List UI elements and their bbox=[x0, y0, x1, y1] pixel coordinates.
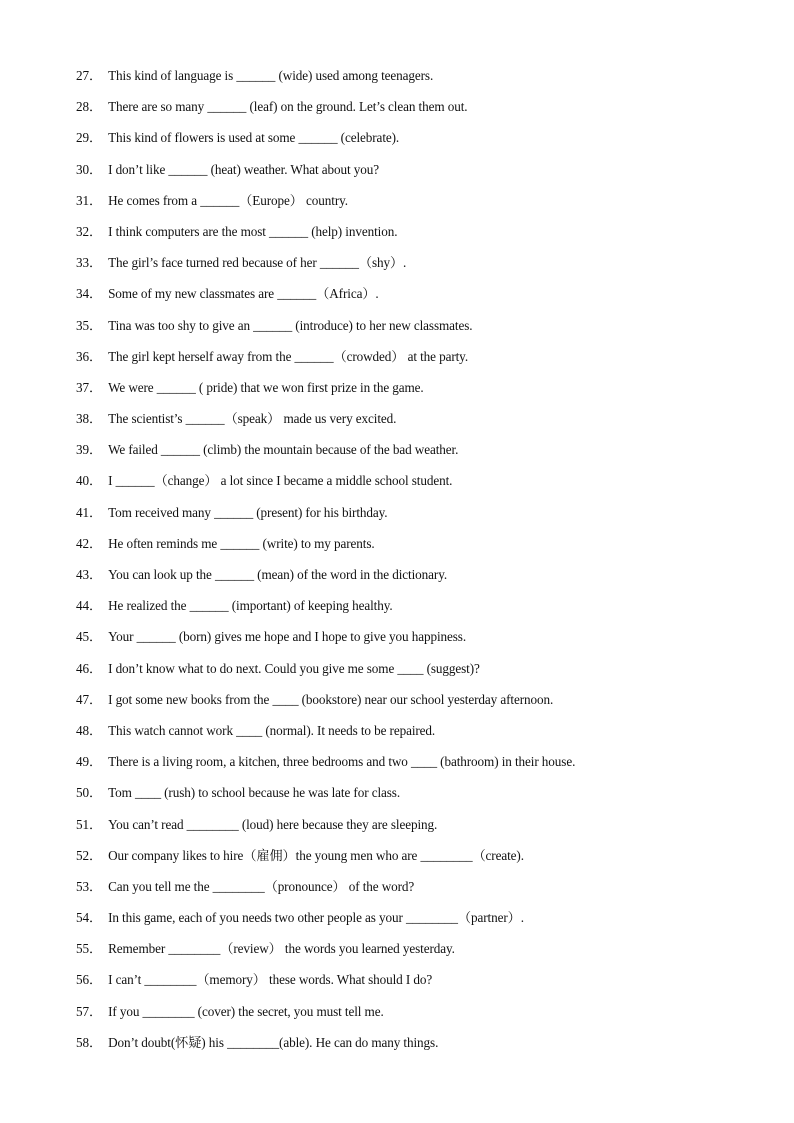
question-number: 46． bbox=[76, 660, 103, 676]
question-number: 28． bbox=[76, 99, 103, 115]
question-item bbox=[76, 565, 766, 596]
question-item bbox=[76, 970, 766, 1001]
question-number: 38． bbox=[76, 411, 103, 427]
question-item bbox=[76, 503, 766, 534]
question-item bbox=[76, 846, 766, 877]
question-number: 52． bbox=[76, 847, 103, 863]
question-item bbox=[76, 378, 766, 409]
question-number: 58． bbox=[76, 1034, 103, 1050]
question-text: This kind of flowers is used at some ______ (celebrate). bbox=[108, 130, 400, 146]
question-number: 39． bbox=[76, 442, 103, 458]
question-text: He often reminds me ______ (write) to my parents. bbox=[108, 535, 375, 551]
question-item bbox=[76, 1033, 766, 1064]
question-item bbox=[76, 97, 766, 128]
question-item bbox=[76, 690, 766, 721]
question-number: 55． bbox=[76, 941, 103, 957]
question-text: He realized the ______ (important) of keeping healthy. bbox=[108, 598, 393, 614]
question-item bbox=[76, 908, 766, 939]
question-number: 36． bbox=[76, 348, 103, 364]
question-text: He comes from a ______（Europe） country. bbox=[108, 192, 348, 208]
question-item bbox=[76, 440, 766, 471]
question-number: 40． bbox=[76, 473, 103, 489]
question-text: The girl kept herself away from the ______（crowded） at the party. bbox=[108, 348, 469, 364]
question-item bbox=[76, 284, 766, 315]
question-number: 34． bbox=[76, 286, 103, 302]
question-text: I ______（change） a lot since I became a middle school student. bbox=[108, 473, 453, 489]
question-text: The girl’s face turned red because of her ______（shy）. bbox=[108, 255, 407, 271]
question-item bbox=[76, 471, 766, 502]
question-number: 51． bbox=[76, 816, 103, 832]
question-text: Some of my new classmates are ______（Africa）. bbox=[108, 286, 379, 302]
question-number: 42． bbox=[76, 535, 103, 551]
question-item bbox=[76, 66, 766, 97]
question-text: I don’t know what to do next. Could you give me some ____ (suggest)? bbox=[108, 660, 480, 676]
question-item bbox=[76, 128, 766, 159]
question-text: If you ________ (cover) the secret, you must tell me. bbox=[108, 1003, 384, 1019]
question-number: 44． bbox=[76, 598, 103, 614]
question-item bbox=[76, 534, 766, 565]
question-text: Our company likes to hire（雇佣）the young men who are ________（create). bbox=[108, 847, 524, 863]
question-text: You can’t read ________ (loud) here because they are sleeping. bbox=[108, 816, 438, 832]
question-item bbox=[76, 316, 766, 347]
question-number: 53． bbox=[76, 878, 103, 894]
question-text: This kind of language is ______ (wide) used among teenagers. bbox=[108, 68, 434, 83]
question-number: 29． bbox=[76, 130, 103, 146]
question-item bbox=[76, 659, 766, 690]
question-item bbox=[76, 409, 766, 440]
question-number: 30． bbox=[76, 161, 103, 177]
question-number: 49． bbox=[76, 754, 103, 770]
question-number: 47． bbox=[76, 691, 103, 707]
question-text: We were ______ ( pride) that we won first prize in the game. bbox=[108, 379, 424, 395]
question-item bbox=[76, 253, 766, 284]
question-number: 50． bbox=[76, 785, 103, 801]
question-number: 35． bbox=[76, 317, 103, 333]
question-item bbox=[76, 347, 766, 378]
question-item bbox=[76, 815, 766, 846]
question-text: Tina was too shy to give an ______ (introduce) to her new classmates. bbox=[108, 317, 473, 333]
question-text: Remember ________（review） the words you learned yesterday. bbox=[108, 941, 455, 957]
question-list bbox=[76, 66, 766, 1064]
question-number: 31． bbox=[76, 192, 103, 208]
question-item bbox=[76, 191, 766, 222]
question-text: You can look up the ______ (mean) of the word in the dictionary. bbox=[108, 567, 448, 582]
question-number: 56． bbox=[76, 972, 103, 988]
question-item bbox=[76, 160, 766, 191]
question-item bbox=[76, 877, 766, 908]
question-text: Your ______ (born) gives me hope and I hope to give you happiness. bbox=[108, 629, 467, 645]
question-number: 32． bbox=[76, 223, 103, 239]
question-text: I don’t like ______ (heat) weather. What about you? bbox=[108, 161, 379, 177]
question-item bbox=[76, 1002, 766, 1033]
question-number: 43． bbox=[76, 567, 103, 582]
question-item bbox=[76, 752, 766, 783]
question-text: Tom ____ (rush) to school because he was late for class. bbox=[108, 785, 401, 801]
question-text: Don’t doubt(怀疑) his ________(able). He can do many things. bbox=[108, 1034, 439, 1050]
question-number: 57． bbox=[76, 1003, 103, 1019]
question-number: 41． bbox=[76, 504, 103, 520]
question-number: 27． bbox=[76, 68, 103, 83]
question-text: I think computers are the most ______ (help) invention. bbox=[108, 223, 398, 239]
question-number: 37． bbox=[76, 379, 103, 395]
question-text: This watch cannot work ____ (normal). It needs to be repaired. bbox=[108, 722, 436, 738]
question-text: I got some new books from the ____ (bookstore) near our school yesterday afternoon. bbox=[108, 691, 554, 707]
question-text: There are so many ______ (leaf) on the ground. Let’s clean them out. bbox=[108, 99, 468, 115]
question-text: I can’t ________（memory） these words. What should I do? bbox=[108, 972, 433, 988]
question-number: 48． bbox=[76, 722, 103, 738]
question-text: We failed ______ (climb) the mountain because of the bad weather. bbox=[108, 442, 459, 458]
question-number: 45． bbox=[76, 629, 103, 645]
question-number: 33． bbox=[76, 255, 103, 271]
question-text: The scientist’s ______（speak） made us very excited. bbox=[108, 411, 397, 427]
question-text: There is a living room, a kitchen, three bedrooms and two ____ (bathroom) in their house. bbox=[108, 754, 576, 770]
question-item bbox=[76, 721, 766, 752]
question-item bbox=[76, 939, 766, 970]
question-item bbox=[76, 222, 766, 253]
question-text: In this game, each of you needs two other people as your ________（partner）. bbox=[108, 910, 524, 926]
question-number: 54． bbox=[76, 910, 103, 926]
question-item bbox=[76, 627, 766, 658]
question-item bbox=[76, 596, 766, 627]
question-text: Can you tell me the ________（pronounce） of the word? bbox=[108, 878, 415, 894]
question-item bbox=[76, 783, 766, 814]
question-text: Tom received many ______ (present) for his birthday. bbox=[108, 504, 388, 520]
